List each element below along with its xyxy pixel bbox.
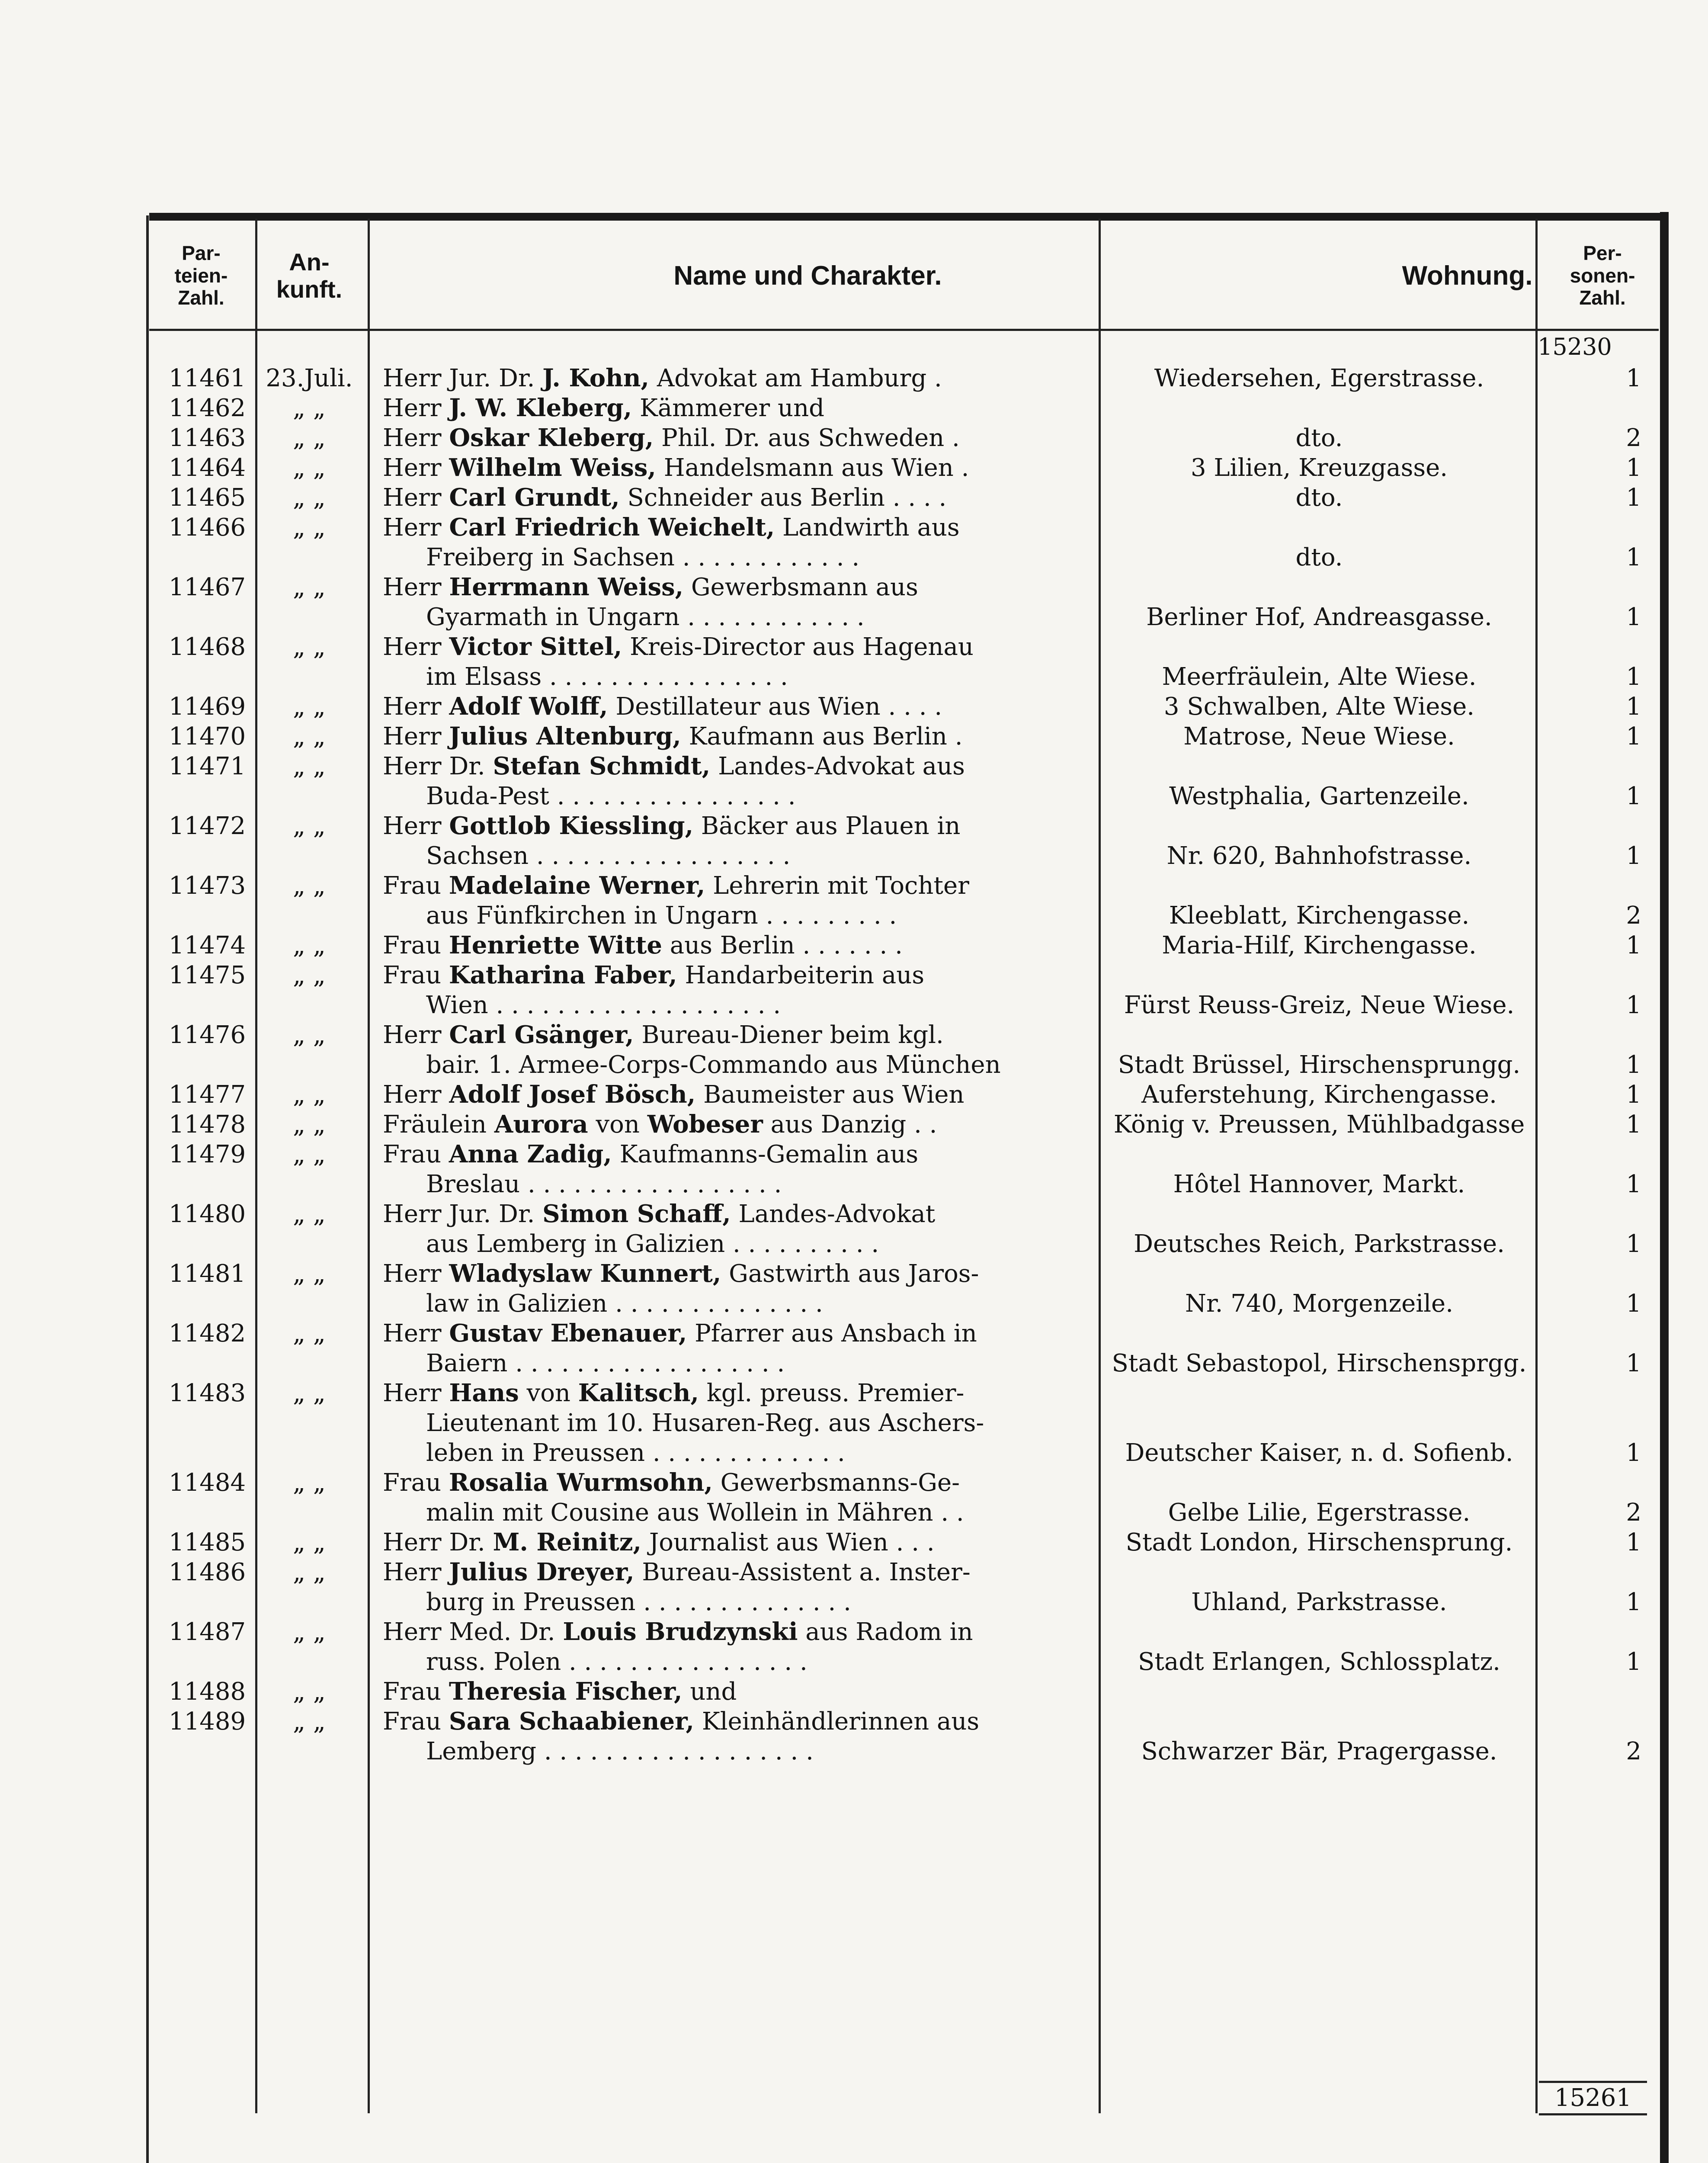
wohnung: Kleeblatt, Kirchengasse. — [1169, 902, 1470, 930]
wohnung: Stadt Erlangen, Schlossplatz. — [1138, 1648, 1500, 1676]
wohnung: Uhland, Parkstrasse. — [1191, 1588, 1447, 1616]
name-charakter: Herr Med. Dr. Louis Brudzynski aus Radom in — [383, 1617, 973, 1646]
guest-name: Madelaine Werner, — [449, 871, 705, 900]
name-charakter-continued: Breslau . . . . . . . . . . . . . . . . . — [426, 1170, 782, 1198]
table-row — [149, 1319, 1659, 1378]
parteien-zahl: 11481 — [169, 1260, 246, 1288]
name-charakter: Herr Wladyslaw Kunnert, Gastwirth aus Jaros- — [383, 1259, 979, 1288]
parteien-zahl: 11470 — [169, 722, 246, 751]
personen-zahl: 1 — [1626, 1439, 1641, 1467]
table-row — [149, 1110, 1659, 1139]
personen-zahl: 1 — [1626, 663, 1641, 691]
wohnung: Stadt Sebastopol, Hirschensprgg. — [1112, 1349, 1527, 1377]
ankunft: „ „ — [293, 1528, 326, 1556]
guest-name: Rosalia Wurmsohn, — [449, 1468, 713, 1497]
name-charakter-continued: Wien . . . . . . . . . . . . . . . . . . . — [426, 991, 781, 1019]
ankunft: „ „ — [293, 1081, 326, 1109]
wohnung: Stadt London, Hirschensprung. — [1125, 1528, 1513, 1556]
wohnung: König v. Preussen, Mühlbadgasse — [1113, 1110, 1525, 1139]
name-charakter: Herr Herrmann Weiss, Gewerbsmann aus — [383, 573, 918, 601]
name-charakter: Herr Hans von Kalitsch, kgl. preuss. Premier- — [383, 1379, 965, 1407]
ankunft: „ „ — [293, 1110, 326, 1139]
table-row — [149, 453, 1659, 483]
name-charakter: Herr Victor Sittel, Kreis-Director aus Hagenau — [383, 632, 974, 661]
personen-zahl: 1 — [1626, 1349, 1641, 1377]
parteien-zahl: 11485 — [169, 1528, 246, 1556]
ankunft: „ „ — [293, 872, 326, 900]
name-charakter: Fräulein Aurora von Wobeser aus Danzig . . — [383, 1110, 937, 1139]
name-charakter-continued: Lieutenant im 10. Husaren-Reg. aus Aschers- — [426, 1409, 984, 1437]
name-charakter-continued: Lemberg . . . . . . . . . . . . . . . . . . — [426, 1737, 814, 1765]
name-charakter-continued: law in Galizien . . . . . . . . . . . . . . — [426, 1290, 823, 1318]
table-row — [149, 931, 1659, 960]
name-charakter-continued: russ. Polen . . . . . . . . . . . . . . . . — [426, 1648, 808, 1676]
name-charakter: Herr Carl Grundt, Schneider aus Berlin . . . . — [383, 483, 947, 512]
personen-zahl: 1 — [1626, 543, 1641, 571]
guest-name: Gustav Ebenauer, — [449, 1319, 687, 1348]
personen-zahl: 1 — [1626, 1170, 1641, 1198]
ankunft: „ „ — [293, 484, 326, 512]
name-charakter: Herr Julius Dreyer, Bureau-Assistent a. Inster- — [383, 1558, 971, 1586]
guest-name: Stefan Schmidt, — [493, 752, 711, 780]
wohnung: Nr. 620, Bahnhofstrasse. — [1166, 842, 1472, 870]
parteien-zahl: 11466 — [169, 513, 246, 542]
parteien-zahl: 11488 — [169, 1678, 246, 1706]
table-row — [149, 1707, 1659, 1766]
personen-zahl: 1 — [1626, 1528, 1641, 1556]
name-charakter: Herr Adolf Wolff, Destillateur aus Wien . . . . — [383, 692, 942, 721]
name-charakter: Frau Anna Zadig, Kaufmanns-Gemalin aus — [383, 1140, 919, 1168]
personen-zahl: 1 — [1626, 603, 1641, 631]
parteien-zahl: 11475 — [169, 961, 246, 989]
guest-name: Simon Schaff, — [542, 1200, 731, 1228]
wohnung: Fürst Reuss-Greiz, Neue Wiese. — [1124, 991, 1515, 1019]
personen-zahl: 1 — [1626, 454, 1641, 482]
name-charakter: Herr Carl Gsänger, Bureau-Diener beim kgl. — [383, 1021, 944, 1049]
personen-zahl: 1 — [1626, 1110, 1641, 1139]
personen-zahl: 2 — [1626, 424, 1641, 452]
parteien-zahl: 11462 — [169, 394, 246, 422]
personen-zahl: 1 — [1626, 991, 1641, 1019]
name-charakter-continued: burg in Preussen . . . . . . . . . . . . . . — [426, 1588, 851, 1616]
guest-name: Kalitsch, — [578, 1379, 699, 1407]
parteien-zahl: 11461 — [169, 364, 246, 392]
personen-zahl: 1 — [1626, 1290, 1641, 1318]
table-row — [149, 1557, 1659, 1617]
name-charakter: Herr Jur. Dr. Simon Schaff, Landes-Advokat — [383, 1200, 936, 1228]
parteien-zahl: 11484 — [169, 1469, 246, 1497]
ankunft: „ „ — [293, 633, 326, 661]
parteien-zahl: 11480 — [169, 1200, 246, 1228]
personen-zahl: 1 — [1626, 722, 1641, 751]
table-row — [149, 722, 1659, 751]
table-row — [149, 1617, 1659, 1677]
parteien-zahl: 11464 — [169, 454, 246, 482]
parteien-zahl: 11467 — [169, 573, 246, 601]
header-personen-zahl: Per- sonen- Zahl. — [1570, 242, 1635, 309]
name-charakter-continued: Gyarmath in Ungarn . . . . . . . . . . . . — [426, 603, 865, 631]
personen-zahl: 1 — [1626, 484, 1641, 512]
name-charakter: Frau Theresia Fischer, und — [383, 1677, 737, 1706]
table-row — [149, 483, 1659, 513]
table-row — [149, 363, 1659, 393]
guest-name: Sara Schaabiener, — [449, 1707, 695, 1736]
ankunft: „ „ — [293, 812, 326, 840]
name-charakter-continued: bair. 1. Armee-Corps-Commando aus München — [426, 1051, 1001, 1079]
ankunft: „ „ — [293, 394, 326, 422]
ankunft: „ „ — [293, 454, 326, 482]
guest-name: Julius Dreyer, — [449, 1558, 634, 1586]
name-charakter: Frau Katharina Faber, Handarbeiterin aus — [383, 961, 925, 989]
guest-name: Julius Altenburg, — [449, 722, 681, 751]
guest-name: Carl Friedrich Weichelt, — [449, 513, 775, 542]
guest-name: Carl Grundt, — [449, 483, 620, 512]
name-charakter: Frau Rosalia Wurmsohn, Gewerbsmanns-Ge- — [383, 1468, 960, 1497]
header-wohnung: Wohnung. — [1402, 260, 1533, 291]
ankunft: „ „ — [293, 1558, 326, 1586]
ankunft: „ „ — [293, 722, 326, 751]
table-row — [149, 871, 1659, 931]
wohnung: 3 Schwalben, Alte Wiese. — [1163, 693, 1475, 721]
personen-zahl: 1 — [1626, 1230, 1641, 1258]
table-row — [149, 960, 1659, 1020]
wohnung: Wiedersehen, Egerstrasse. — [1154, 364, 1484, 392]
name-charakter: Herr Julius Altenburg, Kaufmann aus Berlin . — [383, 722, 963, 751]
wohnung: Hôtel Hannover, Markt. — [1173, 1170, 1465, 1198]
personen-zahl: 2 — [1626, 1737, 1641, 1765]
parteien-zahl: 11486 — [169, 1558, 246, 1586]
table-row — [149, 1020, 1659, 1080]
personen-zahl: 1 — [1626, 364, 1641, 392]
personen-zahl: 1 — [1626, 693, 1641, 721]
name-charakter: Herr Wilhelm Weiss, Handelsmann aus Wien . — [383, 453, 969, 482]
sum-total: 15261 — [1539, 2081, 1647, 2115]
guest-name: Katharina Faber, — [449, 961, 677, 989]
name-charakter: Herr Dr. Stefan Schmidt, Landes-Advokat aus — [383, 752, 965, 780]
name-charakter: Frau Sara Schaabiener, Kleinhändlerinnen aus — [383, 1707, 980, 1736]
carry-over-total: 15230 — [1538, 333, 1612, 360]
ankunft: „ „ — [293, 424, 326, 452]
personen-zahl: 1 — [1626, 1051, 1641, 1079]
name-charakter-continued: Buda-Pest . . . . . . . . . . . . . . . . — [426, 782, 796, 810]
guest-name: Anna Zadig, — [449, 1140, 612, 1168]
guest-name: Adolf Josef Bösch, — [449, 1080, 696, 1109]
personen-zahl: 1 — [1626, 1588, 1641, 1616]
table-row — [149, 393, 1659, 423]
ankunft: „ „ — [293, 752, 326, 780]
personen-zahl: 1 — [1626, 931, 1641, 960]
table-row — [149, 1378, 1659, 1468]
personen-zahl: 2 — [1626, 902, 1641, 930]
guest-name: M. Reinitz, — [493, 1528, 642, 1556]
parteien-zahl: 11474 — [169, 931, 246, 960]
ankunft: „ „ — [293, 961, 326, 989]
guest-name: Victor Sittel, — [449, 632, 622, 661]
ankunft: „ „ — [293, 1678, 326, 1706]
parteien-zahl: 11473 — [169, 872, 246, 900]
table-row — [149, 1080, 1659, 1110]
table-row — [149, 1468, 1659, 1528]
name-charakter-continued: Freiberg in Sachsen . . . . . . . . . . . . — [426, 543, 860, 571]
guest-name: Herrmann Weiss, — [449, 573, 684, 601]
table-row — [149, 1528, 1659, 1557]
parteien-zahl: 11476 — [169, 1021, 246, 1049]
parteien-zahl: 11469 — [169, 693, 246, 721]
ankunft: „ „ — [293, 1379, 326, 1407]
guest-name: Hans — [449, 1379, 519, 1407]
ankunft: „ „ — [293, 513, 326, 542]
wohnung: Deutscher Kaiser, n. d. Sofienb. — [1125, 1439, 1513, 1467]
wohnung: Deutsches Reich, Parkstrasse. — [1134, 1230, 1505, 1258]
ankunft: „ „ — [293, 1200, 326, 1228]
name-charakter-continued: aus Fünfkirchen in Ungarn . . . . . . . . . — [426, 902, 897, 930]
ankunft: „ „ — [293, 931, 326, 960]
name-charakter: Herr Gottlob Kiessling, Bäcker aus Plauen in — [383, 812, 961, 840]
table-header — [149, 223, 1659, 331]
ankunft: „ „ — [293, 693, 326, 721]
wohnung: Meerfräulein, Alte Wiese. — [1162, 663, 1477, 691]
personen-zahl: 1 — [1626, 842, 1641, 870]
wohnung: Stadt Brüssel, Hirschensprungg. — [1118, 1051, 1521, 1079]
wohnung: Gelbe Lilie, Egerstrasse. — [1168, 1499, 1471, 1527]
guest-name: Gottlob Kiessling, — [449, 812, 694, 840]
table-row — [149, 811, 1659, 871]
guest-name: Oskar Kleberg, — [449, 424, 654, 452]
wohnung: 3 Lilien, Kreuzgasse. — [1190, 454, 1448, 482]
name-charakter-continued: Baiern . . . . . . . . . . . . . . . . . . — [426, 1349, 785, 1377]
table-row — [149, 1139, 1659, 1199]
page-edge — [1660, 212, 1669, 2163]
parteien-zahl: 11478 — [169, 1110, 246, 1139]
guest-name: Wobeser — [647, 1110, 763, 1139]
ankunft: 23.Juli. — [266, 364, 353, 392]
header-ankunft: An- kunft. — [276, 248, 343, 303]
parteien-zahl: 11487 — [169, 1618, 246, 1646]
name-charakter-continued: Sachsen . . . . . . . . . . . . . . . . . — [426, 842, 791, 870]
wohnung: Schwarzer Bär, Pragergasse. — [1141, 1737, 1497, 1765]
table-row — [149, 423, 1659, 453]
guest-name: Henriette Witte — [449, 931, 662, 960]
name-charakter: Herr Dr. M. Reinitz, Journalist aus Wien . . . — [383, 1528, 935, 1556]
name-charakter-continued: leben in Preussen . . . . . . . . . . . . . — [426, 1439, 845, 1467]
name-charakter: Herr Oskar Kleberg, Phil. Dr. aus Schweden . — [383, 424, 960, 452]
name-charakter: Herr J. W. Kleberg, Kämmerer und — [383, 394, 824, 422]
parteien-zahl: 11472 — [169, 812, 246, 840]
guest-name: Aurora — [494, 1110, 588, 1139]
guest-name: Carl Gsänger, — [449, 1021, 634, 1049]
table-row — [149, 513, 1659, 572]
ankunft: „ „ — [293, 1260, 326, 1288]
name-charakter: Herr Carl Friedrich Weichelt, Landwirth aus — [383, 513, 960, 542]
header-parteien-zahl: Par- teien- Zahl. — [174, 242, 228, 309]
parteien-zahl: 11477 — [169, 1081, 246, 1109]
ankunft: „ „ — [293, 573, 326, 601]
table-row — [149, 1259, 1659, 1319]
ankunft: „ „ — [293, 1319, 326, 1348]
parteien-zahl: 11468 — [169, 633, 246, 661]
wohnung: Berliner Hof, Andreasgasse. — [1146, 603, 1492, 631]
personen-zahl: 1 — [1626, 1081, 1641, 1109]
table-row — [149, 1199, 1659, 1259]
table-row — [149, 572, 1659, 632]
name-charakter-continued: aus Lemberg in Galizien . . . . . . . . . . — [426, 1230, 879, 1258]
name-charakter: Herr Gustav Ebenauer, Pfarrer aus Ansbach in — [383, 1319, 977, 1348]
ankunft: „ „ — [293, 1707, 326, 1736]
wohnung: Maria-Hilf, Kirchengasse. — [1162, 931, 1477, 960]
personen-zahl: 1 — [1626, 1648, 1641, 1676]
table-row — [149, 751, 1659, 811]
name-charakter-continued: im Elsass . . . . . . . . . . . . . . . . — [426, 663, 788, 691]
parteien-zahl: 11471 — [169, 752, 246, 780]
table-row — [149, 1677, 1659, 1707]
wohnung: dto. — [1295, 543, 1343, 571]
guest-name: Wladyslaw Kunnert, — [449, 1259, 721, 1288]
guest-name: J. Kohn, — [542, 364, 650, 392]
ankunft: „ „ — [293, 1469, 326, 1497]
ankunft: „ „ — [293, 1021, 326, 1049]
name-charakter: Frau Henriette Witte aus Berlin . . . . . . . — [383, 931, 903, 960]
ankunft: „ „ — [293, 1140, 326, 1168]
parteien-zahl: 11463 — [169, 424, 246, 452]
personen-zahl: 1 — [1626, 782, 1641, 810]
name-charakter: Frau Madelaine Werner, Lehrerin mit Tochter — [383, 871, 969, 900]
guest-name: Theresia Fischer, — [449, 1677, 683, 1706]
table-row — [149, 692, 1659, 722]
wohnung: Auferstehung, Kirchengasse. — [1141, 1081, 1497, 1109]
wohnung: dto. — [1295, 484, 1343, 512]
name-charakter-continued: malin mit Cousine aus Wollein in Mähren . . — [426, 1499, 964, 1527]
parteien-zahl: 11465 — [169, 484, 246, 512]
personen-zahl: 2 — [1626, 1499, 1641, 1527]
table-row — [149, 632, 1659, 692]
header-name-charakter: Name und Charakter. — [673, 260, 942, 291]
name-charakter: Herr Jur. Dr. J. Kohn, Advokat am Hamburg . — [383, 364, 942, 392]
parteien-zahl: 11489 — [169, 1707, 246, 1736]
wohnung: Westphalia, Gartenzeile. — [1169, 782, 1469, 810]
parteien-zahl: 11483 — [169, 1379, 246, 1407]
ankunft: „ „ — [293, 1618, 326, 1646]
wohnung: dto. — [1295, 424, 1343, 452]
parteien-zahl: 11479 — [169, 1140, 246, 1168]
wohnung: Matrose, Neue Wiese. — [1183, 722, 1455, 751]
name-charakter: Herr Adolf Josef Bösch, Baumeister aus Wien — [383, 1080, 965, 1109]
parteien-zahl: 11482 — [169, 1319, 246, 1348]
guest-name: Louis Brudzynski — [563, 1617, 798, 1646]
guest-name: Wilhelm Weiss, — [449, 453, 656, 482]
guest-name: Adolf Wolff, — [449, 692, 608, 721]
wohnung: Nr. 740, Morgenzeile. — [1185, 1290, 1453, 1318]
guest-name: J. W. Kleberg, — [449, 394, 632, 422]
